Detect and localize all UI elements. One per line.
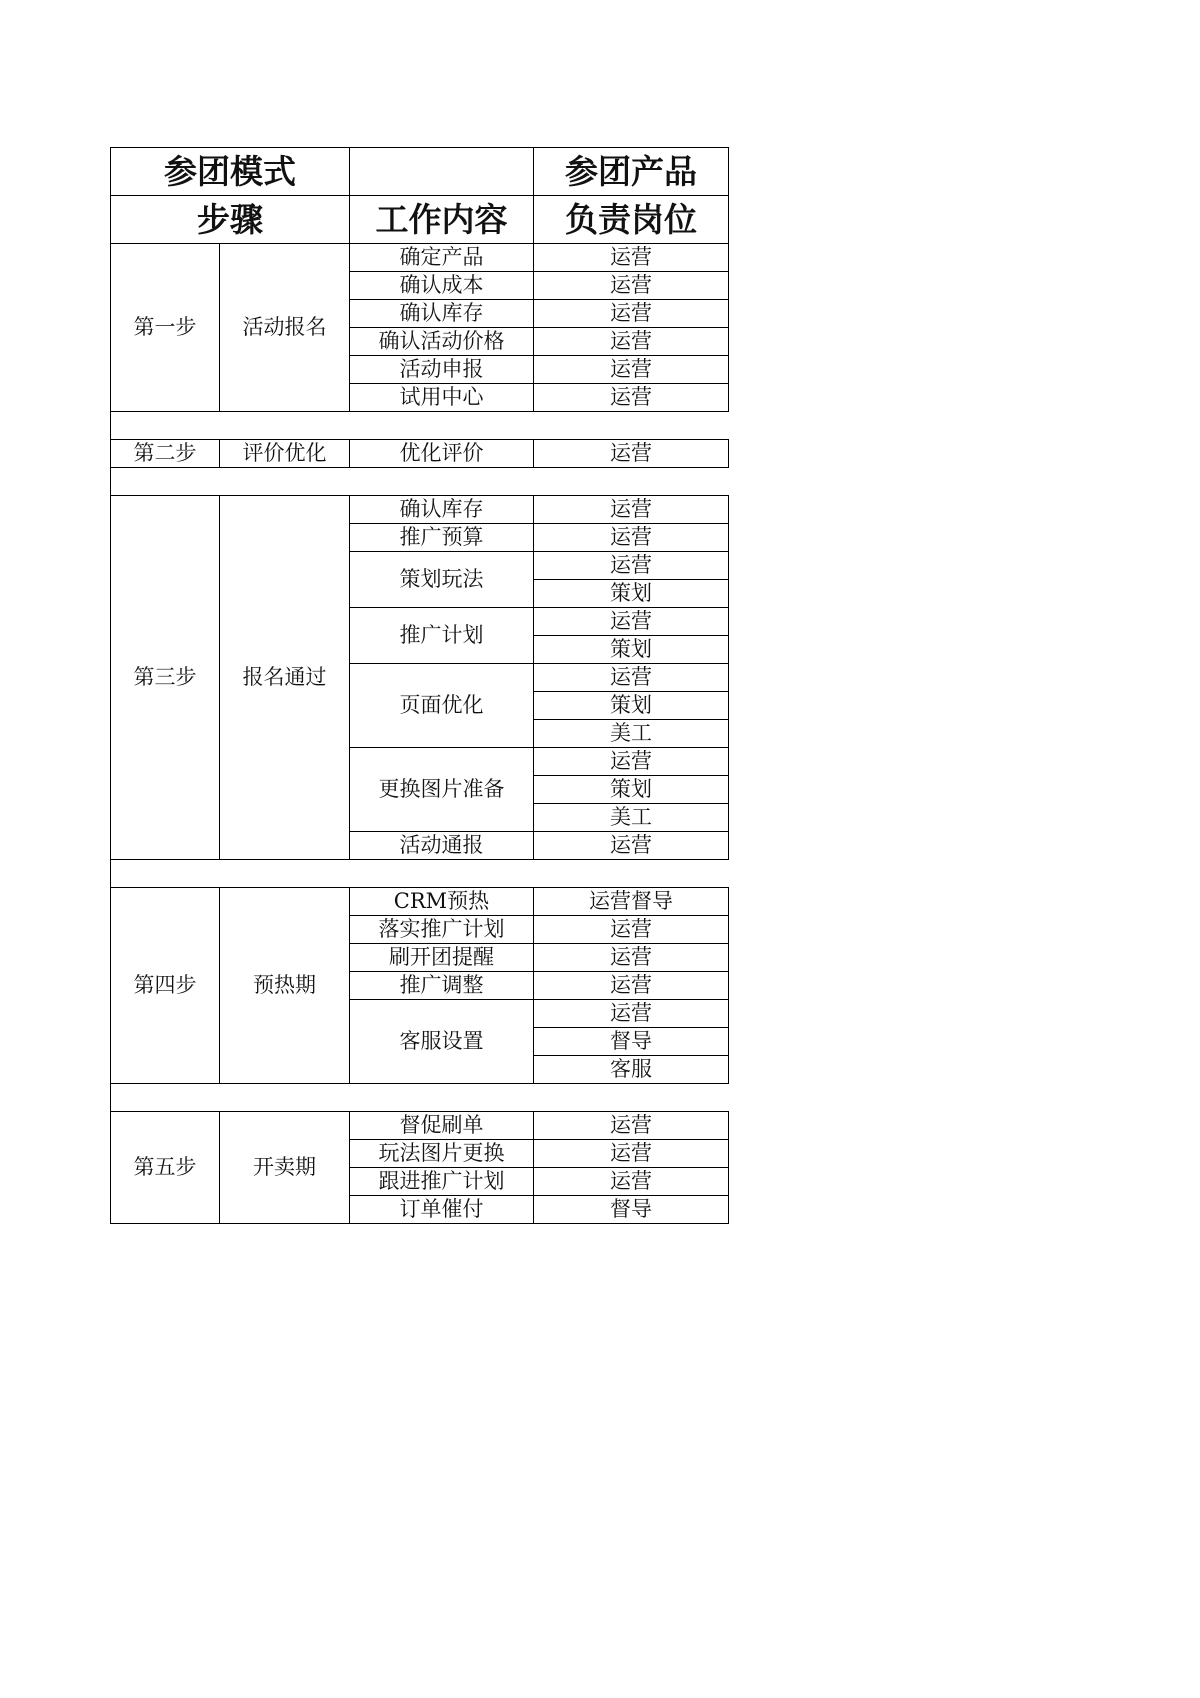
table-row (111, 888, 729, 916)
role-cell: 美工 (534, 804, 729, 832)
role-cell: 运营 (534, 524, 729, 552)
step-cell: 第五步 (111, 1112, 220, 1224)
task-cell: 确认活动价格 (350, 328, 534, 356)
phase-cell: 开卖期 (220, 1112, 350, 1224)
role-cell: 策划 (534, 692, 729, 720)
phase-cell: 活动报名 (220, 244, 350, 412)
spacer-cell (111, 468, 729, 496)
task-cell: 跟进推广计划 (350, 1168, 534, 1196)
spacer-row (111, 1084, 729, 1112)
role-cell: 运营 (534, 972, 729, 1000)
role-cell: 运营 (534, 384, 729, 412)
spacer-row (111, 468, 729, 496)
phase-cell: 报名通过 (220, 496, 350, 860)
task-cell: 确定产品 (350, 244, 534, 272)
step-cell: 第二步 (111, 440, 220, 468)
role-cell: 运营 (534, 832, 729, 860)
role-header: 负责岗位 (534, 196, 729, 244)
product-header: 参团产品 (534, 148, 729, 196)
step-cell: 第四步 (111, 888, 220, 1084)
task-cell: 确认库存 (350, 496, 534, 524)
role-cell: 客服 (534, 1056, 729, 1084)
header-row-2 (111, 196, 729, 244)
phase-cell: 预热期 (220, 888, 350, 1084)
step-cell: 第三步 (111, 496, 220, 860)
task-cell: 页面优化 (350, 664, 534, 748)
role-cell: 运营 (534, 328, 729, 356)
role-cell: 督导 (534, 1028, 729, 1056)
task-cell: 玩法图片更换 (350, 1140, 534, 1168)
task-cell: 推广计划 (350, 608, 534, 664)
role-cell: 运营 (534, 356, 729, 384)
role-cell: 督导 (534, 1196, 729, 1224)
role-cell: 美工 (534, 720, 729, 748)
role-cell: 运营 (534, 1168, 729, 1196)
role-cell: 运营 (534, 1112, 729, 1140)
role-cell: 运营 (534, 608, 729, 636)
task-cell: 订单催付 (350, 1196, 534, 1224)
task-cell: 客服设置 (350, 1000, 534, 1084)
task-cell: 活动申报 (350, 356, 534, 384)
role-cell: 策划 (534, 580, 729, 608)
role-cell: 运营 (534, 244, 729, 272)
task-cell: 试用中心 (350, 384, 534, 412)
step-cell: 第一步 (111, 244, 220, 412)
spacer-cell (111, 860, 729, 888)
role-cell: 运营 (534, 552, 729, 580)
table-row (111, 1112, 729, 1140)
role-cell: 运营 (534, 496, 729, 524)
header-row-1 (111, 148, 729, 196)
role-cell: 运营 (534, 1140, 729, 1168)
task-cell: 活动通报 (350, 832, 534, 860)
task-cell: 更换图片准备 (350, 748, 534, 832)
role-cell: 运营 (534, 748, 729, 776)
role-cell: 运营 (534, 300, 729, 328)
table-row (111, 440, 729, 468)
role-cell: 策划 (534, 776, 729, 804)
spacer-cell (111, 412, 729, 440)
task-cell: 策划玩法 (350, 552, 534, 608)
role-cell: 运营 (534, 440, 729, 468)
spacer-row (111, 860, 729, 888)
table-row (111, 244, 729, 272)
task-cell: CRM预热 (350, 888, 534, 916)
spacer-row (111, 412, 729, 440)
role-cell: 运营 (534, 916, 729, 944)
role-cell: 运营 (534, 1000, 729, 1028)
task-cell: 落实推广计划 (350, 916, 534, 944)
role-cell: 策划 (534, 636, 729, 664)
phase-cell: 评价优化 (220, 440, 350, 468)
table-row (111, 496, 729, 524)
role-cell: 运营督导 (534, 888, 729, 916)
mode-header: 参团模式 (111, 148, 350, 196)
task-cell: 优化评价 (350, 440, 534, 468)
role-cell: 运营 (534, 944, 729, 972)
task-cell: 确认成本 (350, 272, 534, 300)
group-buy-process-table (110, 147, 729, 1224)
step-header: 步骤 (111, 196, 350, 244)
role-cell: 运营 (534, 272, 729, 300)
task-cell: 推广预算 (350, 524, 534, 552)
work-content-header: 工作内容 (350, 196, 534, 244)
task-cell: 督促刷单 (350, 1112, 534, 1140)
task-cell: 推广调整 (350, 972, 534, 1000)
role-cell: 运营 (534, 664, 729, 692)
task-cell: 确认库存 (350, 300, 534, 328)
task-cell: 刷开团提醒 (350, 944, 534, 972)
empty-header-cell (350, 148, 534, 196)
spacer-cell (111, 1084, 729, 1112)
